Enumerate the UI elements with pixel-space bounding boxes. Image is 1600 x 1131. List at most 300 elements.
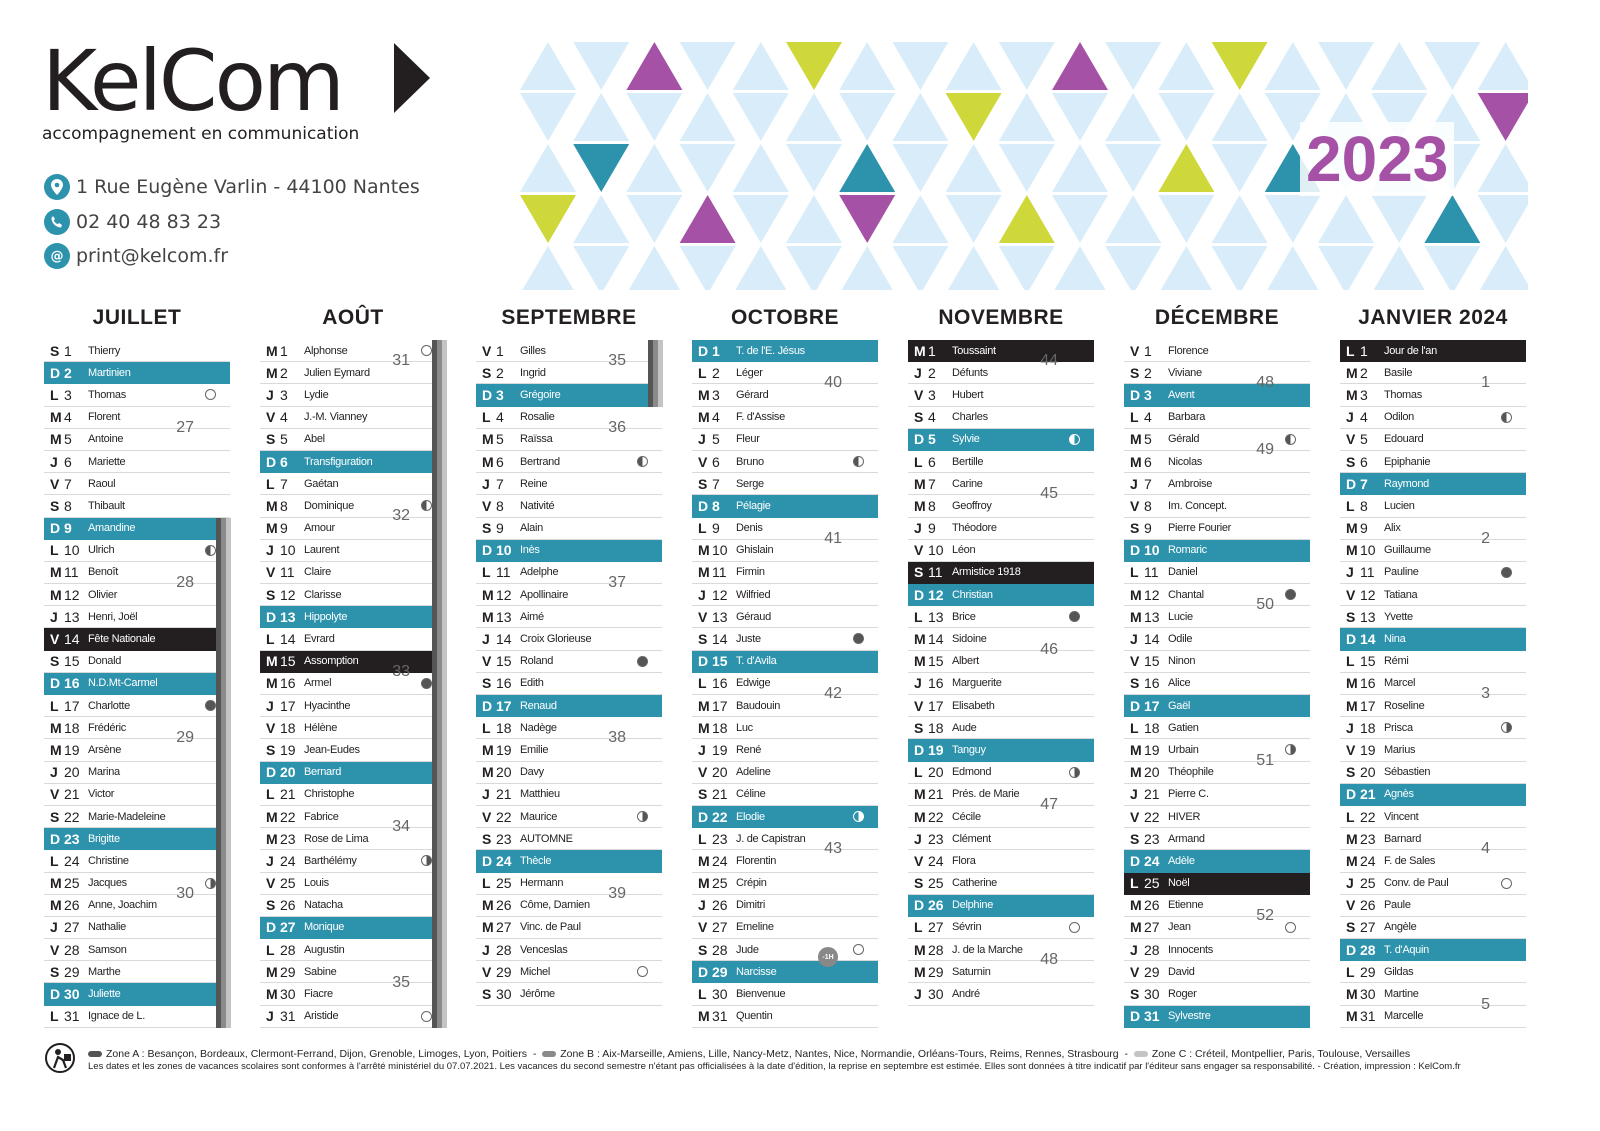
- day-row: [260, 651, 446, 673]
- weekday-letter: M: [1346, 386, 1358, 403]
- day-row: [692, 384, 878, 406]
- saint-name: Jacques: [88, 877, 127, 890]
- weekday-letter: M: [914, 475, 926, 492]
- day-number: 23: [64, 830, 80, 847]
- day-row: [692, 895, 878, 917]
- saint-name: Marius: [1384, 743, 1416, 756]
- week-number: 45: [1040, 485, 1058, 503]
- moon-phase-icon: [205, 389, 216, 400]
- pattern-triangle: [1105, 42, 1161, 90]
- saint-name: Ignace de L.: [88, 1010, 145, 1023]
- saint-name: Apollinaire: [520, 588, 569, 601]
- day-number: 4: [1144, 409, 1152, 426]
- week-number: 46: [1040, 640, 1058, 658]
- weekday-letter: V: [266, 875, 276, 892]
- weekday-letter: L: [1346, 342, 1355, 359]
- moon-phase-icon: [1069, 434, 1080, 445]
- saint-name: Amour: [304, 522, 335, 535]
- weekday-letter: D: [266, 764, 277, 781]
- saint-name: Viviane: [1168, 366, 1202, 379]
- phone-text: 02 40 48 83 23: [76, 211, 222, 233]
- saint-name: Lucie: [1168, 610, 1193, 623]
- saint-name: Gérald: [1168, 433, 1200, 446]
- day-number: 11: [1144, 564, 1159, 581]
- saint-name: Juliette: [88, 988, 121, 1001]
- saint-name: Bienvenue: [736, 988, 786, 1001]
- weekday-letter: M: [1130, 608, 1142, 625]
- month-column: [476, 306, 662, 1006]
- day-number: 8: [1144, 497, 1152, 514]
- saint-name: Martinien: [88, 366, 131, 379]
- weekday-letter: D: [698, 342, 709, 359]
- saint-name: Thierry: [88, 344, 121, 357]
- weekday-letter: M: [698, 386, 710, 403]
- day-number: 7: [496, 475, 504, 492]
- day-row: [908, 407, 1094, 429]
- day-row: [476, 495, 662, 517]
- day-row: [1124, 651, 1310, 673]
- saint-name: Albert: [952, 655, 979, 668]
- day-number: 2: [496, 364, 504, 381]
- day-row: [260, 806, 446, 828]
- weekday-letter: D: [914, 586, 925, 603]
- weekday-letter: S: [1130, 364, 1140, 381]
- saint-name: Marcelle: [1384, 1010, 1424, 1023]
- day-number: 28: [1360, 941, 1376, 958]
- saint-name: Gérard: [736, 388, 769, 401]
- weekday-letter: L: [1130, 719, 1139, 736]
- day-row: [1340, 739, 1526, 761]
- day-row: [260, 362, 446, 384]
- saint-name: Florent: [88, 411, 121, 424]
- day-row: [1340, 917, 1526, 939]
- saint-name: Prisca: [1384, 721, 1413, 734]
- day-row: [1124, 695, 1310, 717]
- day-row: [692, 806, 878, 828]
- day-number: 2: [280, 364, 288, 381]
- day-number: 14: [64, 631, 80, 648]
- day-number: 20: [496, 764, 512, 781]
- weekday-letter: V: [50, 631, 60, 648]
- day-number: 10: [712, 542, 728, 559]
- weekday-letter: S: [1130, 986, 1140, 1003]
- day-row: [44, 717, 230, 739]
- weekday-letter: L: [1346, 653, 1355, 670]
- saint-name: Natacha: [304, 899, 343, 912]
- saint-name: Brigitte: [88, 832, 120, 845]
- pattern-triangle: [1052, 195, 1108, 243]
- day-number: 17: [496, 697, 512, 714]
- contact-address: [44, 174, 420, 200]
- pattern-triangle: [573, 42, 629, 90]
- day-number: 30: [496, 986, 512, 1003]
- saint-name: Serge: [736, 477, 764, 490]
- saint-name: Sidoine: [952, 633, 987, 646]
- weekday-letter: D: [50, 675, 61, 692]
- saint-name: René: [736, 743, 762, 756]
- weekday-letter: S: [1346, 453, 1356, 470]
- day-row: [1340, 828, 1526, 850]
- day-number: 12: [280, 586, 296, 603]
- weekday-letter: D: [1346, 475, 1357, 492]
- day-row: [260, 873, 446, 895]
- weekday-letter: V: [50, 475, 60, 492]
- day-row: [692, 717, 878, 739]
- day-number: 23: [928, 830, 944, 847]
- weekday-letter: L: [482, 875, 491, 892]
- day-number: 8: [280, 497, 288, 514]
- saint-name: T. de l'E. Jésus: [736, 344, 805, 357]
- day-number: 18: [496, 719, 512, 736]
- day-row: [476, 895, 662, 917]
- day-row: [692, 540, 878, 562]
- weekday-letter: J: [1130, 786, 1138, 803]
- day-row: [260, 695, 446, 717]
- pattern-triangle: [892, 93, 948, 141]
- day-row: [1124, 717, 1310, 739]
- day-number: 27: [1360, 919, 1376, 936]
- accent-triangle: [680, 195, 736, 243]
- saint-name: Marina: [88, 766, 120, 779]
- weekday-letter: M: [1130, 453, 1142, 470]
- day-row: [44, 895, 230, 917]
- saint-name: Fiacre: [304, 988, 333, 1001]
- pattern-triangle: [946, 144, 1002, 192]
- weekday-letter: J: [698, 586, 706, 603]
- day-number: 14: [1144, 631, 1160, 648]
- accent-triangle: [1478, 93, 1528, 141]
- saint-name: Elodie: [736, 810, 765, 823]
- day-row: [260, 1006, 446, 1028]
- day-number: 21: [64, 786, 80, 803]
- weekday-letter: S: [1130, 520, 1140, 537]
- weekday-letter: V: [482, 653, 492, 670]
- day-row: [692, 673, 878, 695]
- day-row: [44, 850, 230, 872]
- weekday-letter: V: [1130, 497, 1140, 514]
- weekday-letter: V: [914, 697, 924, 714]
- day-number: 16: [280, 675, 296, 692]
- pattern-triangle: [1318, 42, 1374, 90]
- pattern-triangle: [1212, 195, 1268, 243]
- day-row: [44, 518, 230, 540]
- weekday-letter: M: [50, 875, 62, 892]
- day-row: [1340, 429, 1526, 451]
- saint-name: Frédéric: [88, 721, 126, 734]
- day-row: [476, 673, 662, 695]
- address-text: 1 Rue Eugène Varlin - 44100 Nantes: [76, 176, 420, 198]
- day-row: [1340, 784, 1526, 806]
- weekday-letter: S: [482, 830, 492, 847]
- weekday-letter: J: [1130, 475, 1138, 492]
- day-row: [908, 806, 1094, 828]
- saint-name: Urbain: [1168, 743, 1199, 756]
- day-row: [260, 451, 446, 473]
- week-number: 49: [1256, 440, 1274, 458]
- day-row: [44, 606, 230, 628]
- day-number: 11: [280, 564, 295, 581]
- day-row: [692, 451, 878, 473]
- day-row: [44, 407, 230, 429]
- weekday-letter: V: [1130, 963, 1140, 980]
- day-number: 30: [1144, 986, 1160, 1003]
- day-number: 7: [712, 475, 720, 492]
- weekday-letter: J: [1130, 941, 1138, 958]
- moon-phase-icon: [421, 345, 432, 356]
- saint-name: Armel: [304, 677, 332, 690]
- day-number: 5: [928, 431, 936, 448]
- day-number: 6: [1360, 453, 1368, 470]
- zone-c-text: Zone C : Créteil, Montpellier, Paris, Toulouse, Versailles: [1151, 1048, 1411, 1060]
- day-number: 28: [496, 941, 512, 958]
- saint-name: Augustin: [304, 943, 345, 956]
- saint-name: Rose de Lima: [304, 832, 369, 845]
- day-row: [260, 717, 446, 739]
- contact-email: [44, 243, 228, 269]
- saint-name: Sylvestre: [1168, 1010, 1211, 1023]
- weekday-letter: L: [50, 1008, 59, 1025]
- saint-name: Jude: [736, 943, 759, 956]
- weekday-letter: S: [698, 631, 708, 648]
- saint-name: Côme, Damien: [520, 899, 590, 912]
- weekday-letter: S: [914, 564, 924, 581]
- moon-phase-icon: [1501, 722, 1512, 733]
- day-number: 4: [712, 409, 720, 426]
- week-number: 48: [1256, 374, 1274, 392]
- weekday-letter: D: [914, 431, 925, 448]
- saint-name: Chantal: [1168, 588, 1204, 601]
- pattern-triangle: [1318, 246, 1374, 290]
- day-number: 30: [64, 986, 80, 1003]
- calendar-year: 2023: [1300, 122, 1454, 196]
- saint-name: Aimé: [520, 610, 544, 623]
- day-number: 27: [712, 919, 728, 936]
- day-row: [1340, 473, 1526, 495]
- day-row: [260, 917, 446, 939]
- day-number: 19: [712, 741, 728, 758]
- pattern-triangle: [1158, 93, 1214, 141]
- day-number: 23: [280, 830, 296, 847]
- weekday-letter: L: [266, 786, 275, 803]
- day-number: 20: [1360, 764, 1376, 781]
- moon-phase-icon: [1285, 434, 1296, 445]
- weekday-letter: J: [482, 475, 490, 492]
- weekday-letter: M: [914, 963, 926, 980]
- day-row: [1124, 429, 1310, 451]
- arrow-icon: [394, 43, 434, 113]
- saint-name: Ingrid: [520, 366, 546, 379]
- day-number: 17: [1144, 697, 1160, 714]
- saint-name: Armistice 1918: [952, 566, 1021, 579]
- saint-name: Crépin: [736, 877, 767, 890]
- day-row: [692, 518, 878, 540]
- weekday-letter: S: [1346, 608, 1356, 625]
- weekday-letter: M: [1130, 897, 1142, 914]
- day-row: [44, 983, 230, 1005]
- weekday-letter: S: [266, 741, 276, 758]
- day-number: 10: [1144, 542, 1160, 559]
- accent-triangle: [839, 144, 895, 192]
- weekday-letter: D: [1130, 852, 1141, 869]
- saint-name: Raymond: [1384, 477, 1429, 490]
- saint-name: Raoul: [88, 477, 116, 490]
- pattern-triangle: [626, 144, 682, 192]
- day-row: [692, 429, 878, 451]
- weekday-letter: V: [1346, 431, 1356, 448]
- pattern-triangle: [999, 144, 1055, 192]
- saint-name: Edith: [520, 677, 544, 690]
- day-number: 7: [1144, 475, 1152, 492]
- weekday-letter: L: [266, 941, 275, 958]
- day-number: 25: [1360, 875, 1376, 892]
- saint-name: Thomas: [1384, 388, 1422, 401]
- day-row: [908, 939, 1094, 961]
- weekday-letter: M: [266, 963, 278, 980]
- day-row: [1340, 584, 1526, 606]
- day-row: [260, 584, 446, 606]
- day-number: 1: [496, 342, 504, 359]
- weekday-letter: D: [1130, 542, 1141, 559]
- saint-name: Ghislain: [736, 544, 774, 557]
- zone-b-swatch: [542, 1051, 556, 1057]
- weekday-letter: L: [482, 409, 491, 426]
- week-number: 41: [824, 529, 842, 547]
- day-row: [908, 850, 1094, 872]
- saint-name: Maurice: [520, 810, 558, 823]
- weekday-letter: M: [914, 342, 926, 359]
- moon-phase-icon: [1069, 922, 1080, 933]
- saint-name: Tatiana: [1384, 588, 1418, 601]
- day-row: [476, 784, 662, 806]
- day-number: 12: [64, 586, 80, 603]
- weekday-letter: M: [1346, 542, 1358, 559]
- weekday-letter: L: [698, 675, 707, 692]
- weekday-letter: V: [698, 919, 708, 936]
- day-row: [1124, 340, 1310, 362]
- day-row: [1124, 895, 1310, 917]
- day-row: [1340, 983, 1526, 1005]
- moon-phase-icon: [853, 456, 864, 467]
- day-number: 15: [1360, 653, 1376, 670]
- day-row: [476, 473, 662, 495]
- weekday-letter: M: [50, 431, 62, 448]
- month-column: [260, 306, 446, 1028]
- day-row: [692, 695, 878, 717]
- day-number: 11: [496, 564, 511, 581]
- weekday-letter: S: [266, 897, 276, 914]
- saint-name: Victor: [88, 788, 115, 801]
- day-number: 9: [496, 520, 504, 537]
- weekday-letter: D: [1346, 631, 1357, 648]
- weekday-letter: L: [698, 986, 707, 1003]
- weekday-letter: M: [1130, 741, 1142, 758]
- day-row: [1340, 407, 1526, 429]
- at-sign-icon: @: [44, 243, 70, 269]
- pattern-triangle: [1478, 195, 1528, 243]
- saint-name: André: [952, 988, 980, 1001]
- weekday-letter: S: [50, 342, 60, 359]
- day-number: 2: [1360, 364, 1368, 381]
- day-number: 22: [712, 808, 728, 825]
- day-number: 6: [712, 453, 720, 470]
- accent-triangle: [626, 42, 682, 90]
- pattern-triangle: [1371, 42, 1427, 90]
- day-number: 27: [928, 919, 944, 936]
- accent-triangle: [1158, 144, 1214, 192]
- weekday-letter: J: [482, 941, 490, 958]
- day-row: [908, 606, 1094, 628]
- day-number: 22: [1360, 808, 1376, 825]
- day-number: 18: [280, 719, 296, 736]
- day-number: 16: [1144, 675, 1160, 692]
- weekday-letter: S: [1130, 830, 1140, 847]
- day-row: [692, 939, 878, 961]
- saint-name: Donald: [88, 655, 122, 668]
- weekday-letter: V: [50, 941, 60, 958]
- day-row: [908, 784, 1094, 806]
- day-number: 29: [712, 963, 728, 980]
- day-row: [692, 584, 878, 606]
- weekday-letter: S: [914, 875, 924, 892]
- saint-name: Etienne: [1168, 899, 1204, 912]
- saint-name: Léon: [952, 544, 976, 557]
- day-row: [1340, 540, 1526, 562]
- day-number: 21: [280, 786, 296, 803]
- moon-phase-icon: [1501, 567, 1512, 578]
- weekday-letter: S: [482, 986, 492, 1003]
- day-number: 29: [1360, 963, 1376, 980]
- day-number: 27: [1144, 919, 1160, 936]
- day-row: [908, 695, 1094, 717]
- day-row: [692, 628, 878, 650]
- day-number: 25: [1144, 875, 1160, 892]
- pattern-triangle: [1105, 93, 1161, 141]
- day-row: [44, 939, 230, 961]
- saint-name: Barthélémy: [304, 854, 357, 867]
- pattern-triangle: [1212, 246, 1268, 290]
- day-row: [908, 584, 1094, 606]
- weekday-letter: S: [914, 719, 924, 736]
- moon-phase-icon: [421, 1011, 432, 1022]
- day-row: [476, 695, 662, 717]
- school-holiday-icon: [44, 1042, 78, 1074]
- saint-name: Antoine: [88, 433, 124, 446]
- day-row: [476, 739, 662, 761]
- saint-name: Wilfried: [736, 588, 771, 601]
- weekday-letter: V: [482, 342, 492, 359]
- day-number: 29: [1144, 963, 1160, 980]
- saint-name: Nathalie: [88, 921, 126, 934]
- weekday-letter: S: [482, 520, 492, 537]
- zone-a-text: Zone A : Besançon, Bordeaux, Clermont-Ferrand, Dijon, Grenoble, Limoges, Lyon, Poitiers: [106, 1048, 527, 1060]
- day-row: [1124, 628, 1310, 650]
- pattern-triangle: [1105, 144, 1161, 192]
- day-number: 26: [64, 897, 80, 914]
- saint-name: Pauline: [1384, 566, 1419, 579]
- day-row: [476, 540, 662, 562]
- day-number: 16: [64, 675, 80, 692]
- pattern-triangle: [1424, 246, 1480, 290]
- school-holiday-zone-bar: [658, 340, 663, 407]
- pattern-triangle: [892, 144, 948, 192]
- day-row: [1124, 540, 1310, 562]
- saint-name: Jour de l'an: [1384, 344, 1437, 357]
- pattern-triangle: [1052, 144, 1108, 192]
- weekday-letter: S: [698, 475, 708, 492]
- day-row: [44, 961, 230, 983]
- weekday-letter: J: [50, 764, 58, 781]
- day-number: 14: [928, 631, 944, 648]
